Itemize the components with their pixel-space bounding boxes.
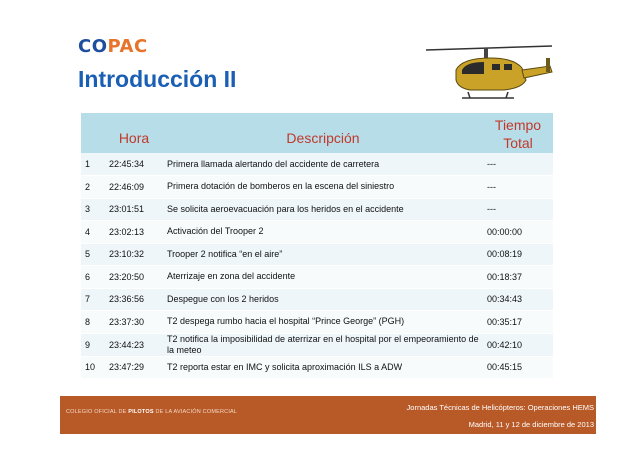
cell-total-time: 00:08:19 <box>483 243 553 266</box>
cell-num: 7 <box>81 288 105 311</box>
cell-time: 23:02:13 <box>105 221 163 244</box>
cell-total-time: --- <box>483 176 553 199</box>
cell-time: 23:20:50 <box>105 266 163 289</box>
helicopter-icon <box>418 40 558 106</box>
table-row <box>81 198 553 221</box>
table-row <box>81 356 553 379</box>
footer-org-bold: PILOTOS <box>128 409 154 415</box>
table-row <box>81 221 553 244</box>
cell-description: Activación del Trooper 2 <box>163 221 483 244</box>
logo-part2: PAC <box>107 36 148 57</box>
cell-description: T2 notifica la imposibilidad de aterrizar en el hospital por el empeoramiento de la meteo <box>163 333 483 356</box>
cell-description: Despegue con los 2 heridos <box>163 288 483 311</box>
table-row <box>81 333 553 356</box>
cell-total-time: 00:34:43 <box>483 288 553 311</box>
cell-num: 10 <box>81 356 105 379</box>
cell-description: Trooper 2 notifica “en el aire” <box>163 243 483 266</box>
cell-total-time: 00:45:15 <box>483 356 553 379</box>
table-row <box>81 288 553 311</box>
cell-time: 23:36:56 <box>105 288 163 311</box>
cell-total-time: --- <box>483 153 553 176</box>
footer-event-date: Madrid, 11 y 12 de diciembre de 2013 <box>468 420 594 429</box>
cell-num: 6 <box>81 266 105 289</box>
cell-total-time: 00:18:37 <box>483 266 553 289</box>
cell-description: Se solicita aeroevacuación para los heridos en el accidente <box>163 198 483 221</box>
header-description: Descripción <box>163 113 483 153</box>
cell-time: 23:10:32 <box>105 243 163 266</box>
cell-num: 8 <box>81 311 105 334</box>
table-row <box>81 153 553 176</box>
page-title: Introducción II <box>78 66 237 92</box>
footer-org-prefix: COLEGIO OFICIAL DE <box>66 409 129 415</box>
logo-part1: CO <box>78 36 108 57</box>
cell-total-time: 00:35:17 <box>483 311 553 334</box>
cell-description: Primera dotación de bomberos en la escena del siniestro <box>163 176 483 199</box>
cell-num: 4 <box>81 221 105 244</box>
table-header-row <box>81 113 553 153</box>
cell-description: Aterrizaje en zona del accidente <box>163 266 483 289</box>
cell-description: T2 despega rumbo hacia el hospital “Prince George” (PGH) <box>163 311 483 334</box>
table-row <box>81 176 553 199</box>
table-row <box>81 243 553 266</box>
cell-time: 23:44:23 <box>105 333 163 356</box>
cell-num: 3 <box>81 198 105 221</box>
cell-num: 9 <box>81 333 105 356</box>
cell-time: 23:01:51 <box>105 198 163 221</box>
header-time: Hora <box>105 113 163 153</box>
cell-total-time: --- <box>483 198 553 221</box>
events-table <box>81 113 553 379</box>
cell-num: 5 <box>81 243 105 266</box>
cell-total-time: 00:00:00 <box>483 221 553 244</box>
footer-org-suffix: DE LA AVIACIÓN COMERCIAL <box>153 409 238 415</box>
footer-event-title: Jornadas Técnicas de Helicópteros: Operaciones HEMS <box>406 403 594 412</box>
header-total-time: Tiempo Total <box>483 113 553 153</box>
cell-description: T2 reporta estar en IMC y solicita aproximación ILS a ADW <box>163 356 483 379</box>
cell-time: 23:37:30 <box>105 311 163 334</box>
table-row <box>81 266 553 289</box>
cell-total-time: 00:42:10 <box>483 333 553 356</box>
cell-time: 22:45:34 <box>105 153 163 176</box>
cell-time: 22:46:09 <box>105 176 163 199</box>
header-num <box>81 113 105 153</box>
cell-num: 2 <box>81 176 105 199</box>
footer-organization <box>66 409 237 415</box>
copac-logo <box>78 36 148 57</box>
cell-description: Primera llamada alertando del accidente de carretera <box>163 153 483 176</box>
cell-num: 1 <box>81 153 105 176</box>
table-row <box>81 311 553 334</box>
cell-time: 23:47:29 <box>105 356 163 379</box>
